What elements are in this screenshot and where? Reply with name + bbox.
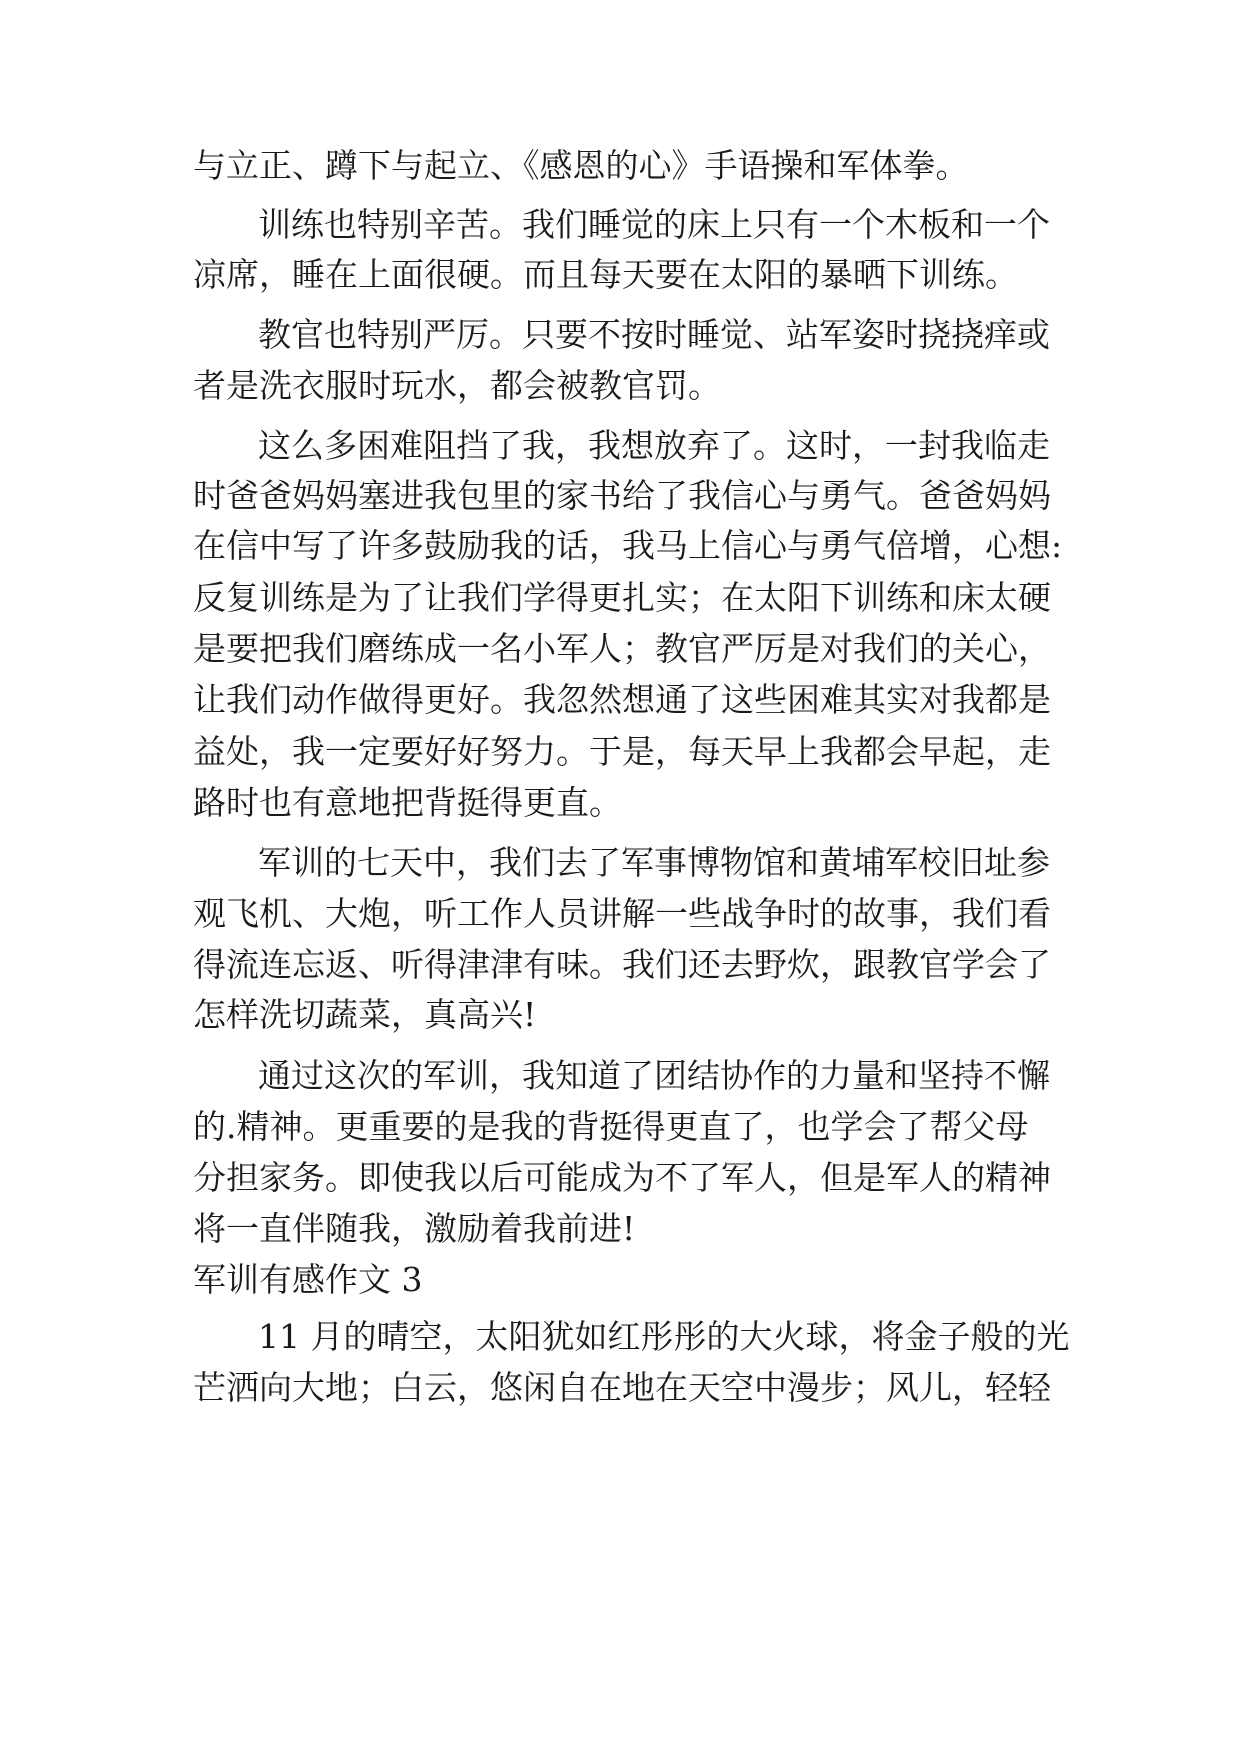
paragraph-start-line: 军训的七天中，我们去了军事博物馆和黄埔军校旧址参: [258, 843, 1050, 882]
paragraph-start-line: 教官也特别严厉。只要不按时睡觉、站军姿时挠挠痒或: [258, 315, 1050, 354]
text-line: 的.精神。更重要的是我的背挺得更直了，也学会了帮父母: [193, 1107, 1029, 1146]
text-line: 让我们动作做得更好。我忽然想通了这些困难其实对我都是: [193, 680, 1051, 719]
paragraph-start-line: 这么多困难阻挡了我，我想放弃了。这时，一封我临走: [258, 426, 1050, 465]
text-line: 益处，我一定要好好努力。于是，每天早上我都会早起，走: [193, 732, 1051, 771]
text-line: 与立正、蹲下与起立、《感恩的心》手语操和军体拳。: [193, 146, 969, 185]
paragraph-start-line: 通过这次的军训，我知道了团结协作的力量和坚持不懈: [258, 1056, 1050, 1095]
text-line: 反复训练是为了让我们学得更扎实；在太阳下训练和床太硬: [193, 578, 1051, 617]
text-line: 芒洒向大地；白云，悠闲自在地在天空中漫步；风儿，轻轻: [193, 1368, 1051, 1407]
text-line: 时爸爸妈妈塞进我包里的家书给了我信心与勇气。爸爸妈妈: [193, 476, 1051, 515]
text-line: 是要把我们磨练成一名小军人；教官严厉是对我们的关心，: [193, 629, 1051, 668]
text-line: 凉席，睡在上面很硬。而且每天要在太阳的暴晒下训练。: [193, 255, 1018, 294]
text-line: 路时也有意地把背挺得更直。: [193, 783, 622, 822]
text-line: 怎样洗切蔬菜，真高兴!: [193, 995, 537, 1034]
section-heading: 军训有感作文 3: [193, 1260, 423, 1299]
text-line: 在信中写了许多鼓励我的话，我马上信心与勇气倍增，心想:: [193, 526, 1063, 565]
text-line: 分担家务。即使我以后可能成为不了军人，但是军人的精神: [193, 1158, 1051, 1197]
text-line: 将一直伴随我，激励着我前进!: [193, 1209, 636, 1248]
paragraph-start-line: 训练也特别辛苦。我们睡觉的床上只有一个木板和一个: [258, 205, 1050, 244]
text-line: 观飞机、大炮，听工作人员讲解一些战争时的故事，我们看: [193, 894, 1051, 933]
paragraph-start-line: 11 月的晴空，太阳犹如红彤彤的大火球，将金子般的光: [258, 1317, 1070, 1356]
text-line: 者是洗衣服时玩水，都会被教官罚。: [193, 366, 721, 405]
text-line: 得流连忘返、听得津津有味。我们还去野炊，跟教官学会了: [193, 945, 1051, 984]
